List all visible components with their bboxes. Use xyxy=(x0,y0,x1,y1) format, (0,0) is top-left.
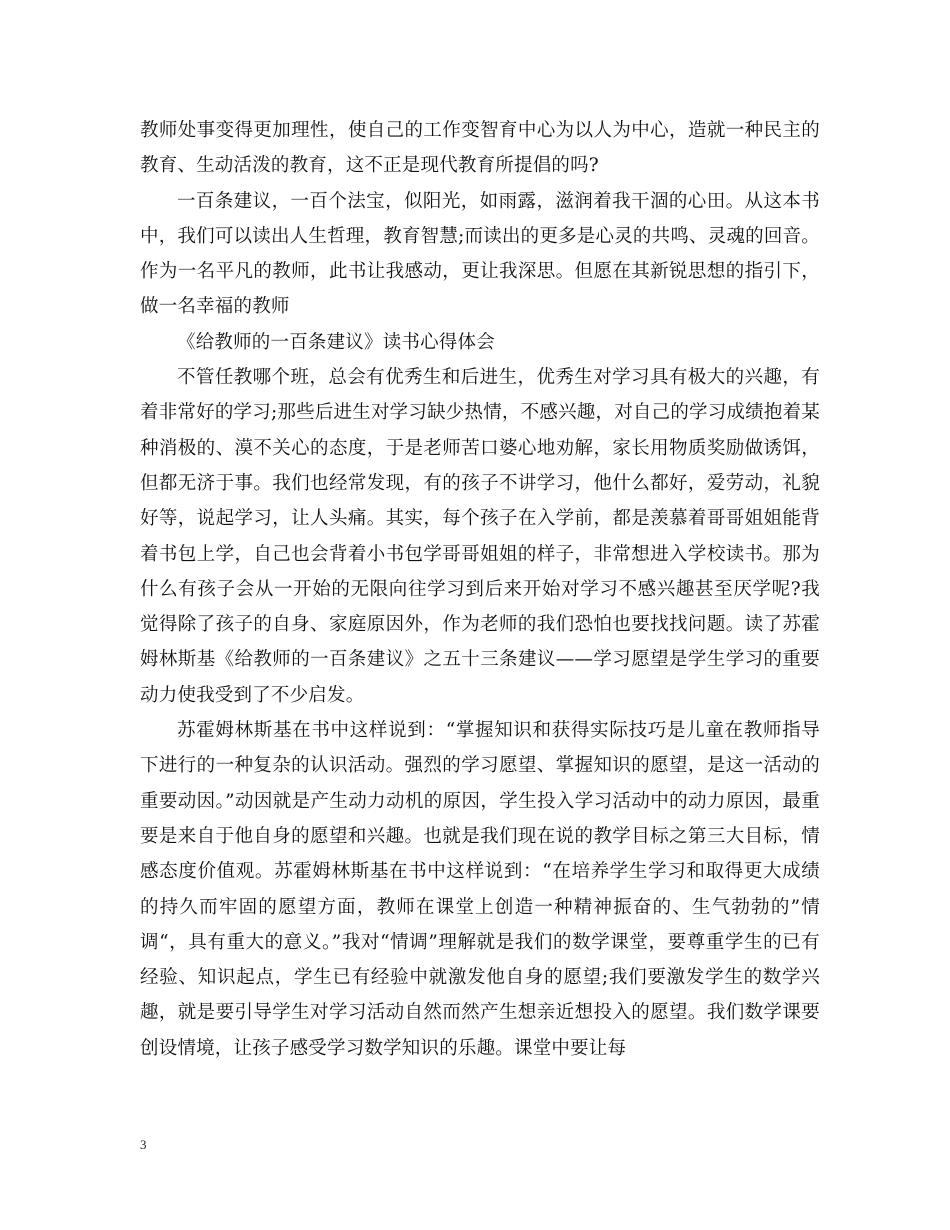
paragraph: 不管任教哪个班，总会有优秀生和后进生，优秀生对学习具有极大的兴趣，有着非常好的学习;那些后进生对学习缺少热情，不感兴趣，对自己的学习成绩抱着某种消极的、漠不关心的态度，于是老师苦口婆心地劝解，家长用物质奖励做诱饵，但都无济于事。我们也经常发现，有的孩子不讲学习，他什么都好，爱劳动，礼貌好等，说起学习，让人头痛。其实，每个孩子在入学前，都是羡慕着哥哥姐姐能背着书包上学，自己也会背着小书包学哥哥姐姐的样子，非常想进入学校读书。那为什么有孩子会从一开始的无限向往学习到后来开始对学习不感兴趣甚至厌学呢?我觉得除了孩子的自身、家庭原因外，作为老师的我们恐怕也要找找问题。读了苏霍姆林斯基《给教师的一百条建议》之五十三条建议——学习愿望是学生学习的重要动力使我受到了不少启发。 xyxy=(140,367,820,706)
paragraph: 教师处事变得更加理性，使自己的工作变智育中心为以人为中心，造就一种民主的教育、生动活泼的教育，这不正是现代教育所提倡的吗? xyxy=(140,120,820,177)
paragraph: 一百条建议，一百个法宝，似阳光，如雨露，滋润着我干涸的心田。从这本书中，我们可以读出人生哲理，教育智慧;而读出的更多是心灵的共鸣、灵魂的回音。作为一名平凡的教师，此书让我感动，更让我深思。但愿在其新锐思想的指引下，做一名幸福的教师 xyxy=(140,190,820,318)
paragraph: 苏霍姆林斯基在书中这样说到：“掌握知识和获得实际技巧是儿童在教师指导下进行的一种复杂的认识活动。强烈的学习愿望、掌握知识的愿望，是这一活动的重要动因。”动因就是产生动力动机的原因，学生投入学习活动中的动力原因，最重要是来自于他自身的愿望和兴趣。也就是我们现在说的教学目标之第三大目标，情感态度价值观。苏霍姆林斯基在书中这样说到：“在培养学生学习和取得更大成绩的持久而牢固的愿望方面，教师在课堂上创造一种精神振奋的、生气勃勃的”情调“，具有重大的意义。”我对“情调”理解就是我们的数学课堂，要尊重学生的已有经验、知识起点，学生已有经验中就激发他自身的愿望;我们要激发学生的数学兴趣，就是要引导学生对学习活动自然而然产生想亲近想投入的愿望。我们数学课要创设情境，让孩子感受学习数学知识的乐趣。课堂中要让每 xyxy=(140,720,820,1059)
document-body xyxy=(140,113,820,1066)
page-number: 3 xyxy=(140,1137,147,1152)
section-heading: 《给教师的一百条建议》读书心得体会 xyxy=(177,331,495,353)
